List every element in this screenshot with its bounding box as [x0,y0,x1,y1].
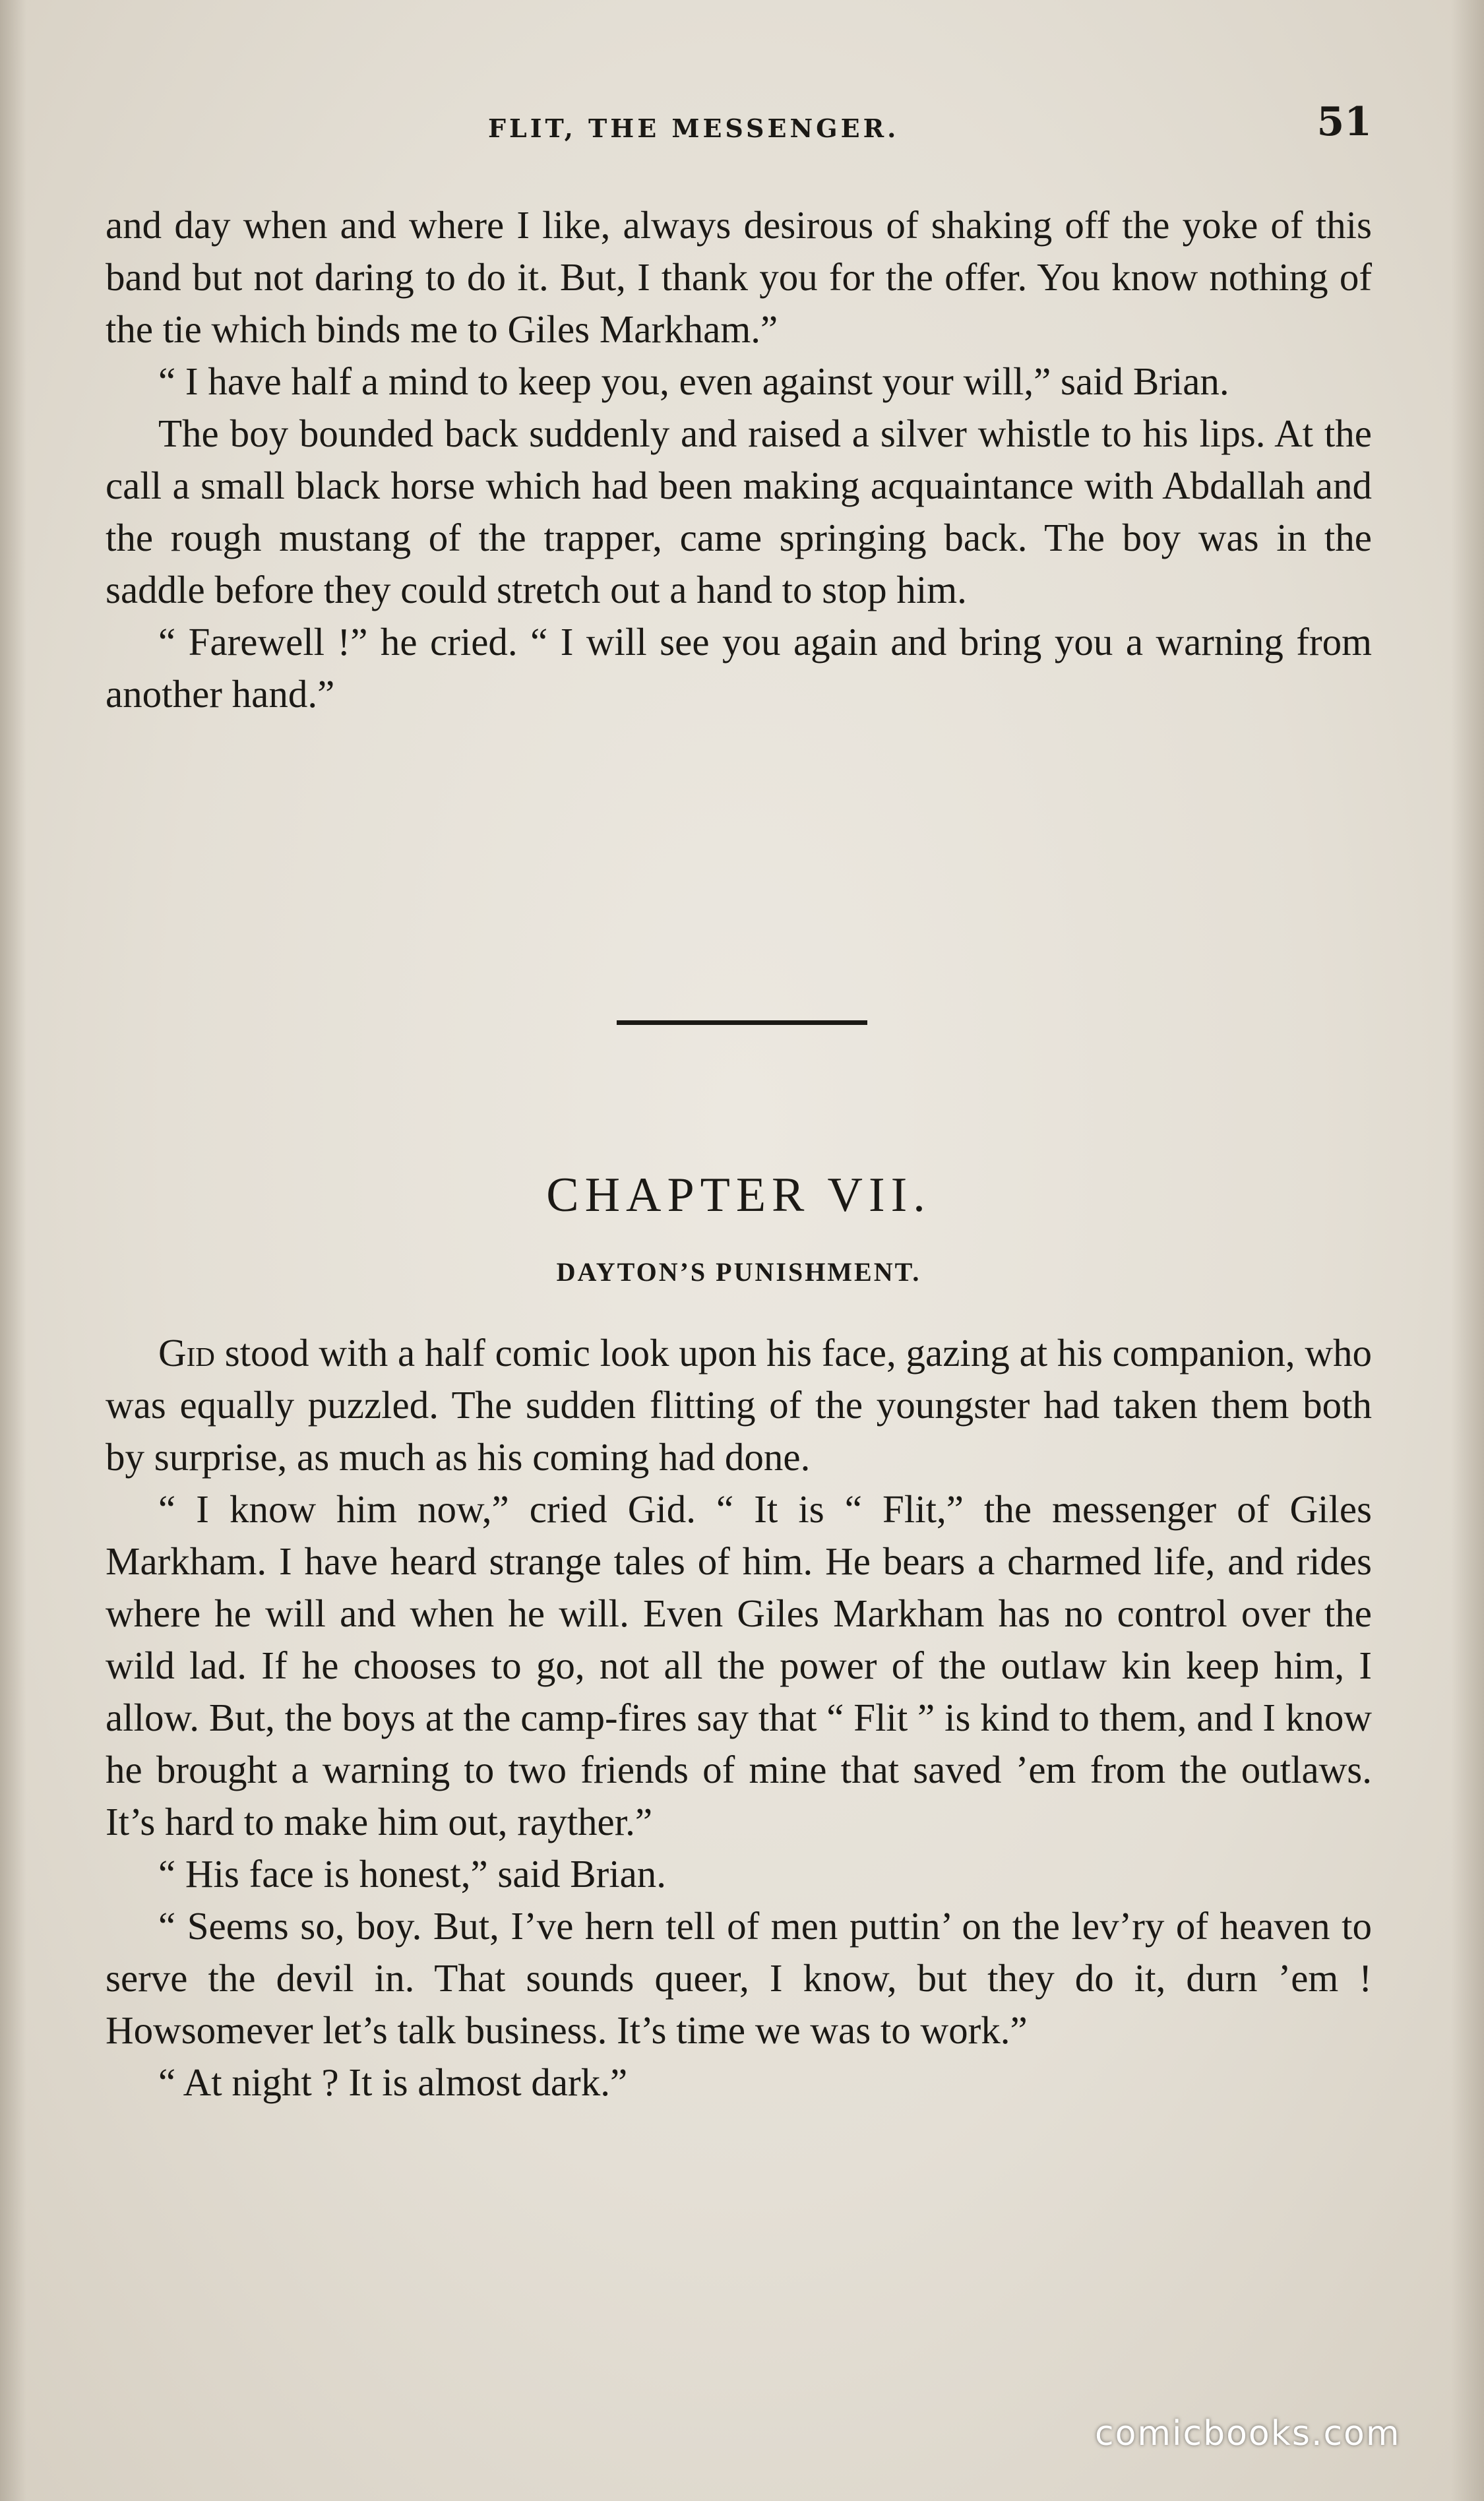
chapter-title: CHAPTER VII. [546,1168,931,1222]
opening-paragraph-text: stood with a half comic look upon his face, gazing at his companion, who was equally puzzled. The sudden flitting of the youngster had taken them both by surprise, as much as his coming had done. [106,1331,1372,1479]
paragraph: “ At night ? It is almost dark.” [158,2060,628,2104]
opening-paragraph [106,1327,1372,1483]
paragraph: “ Seems so, boy. But, I’ve hern tell of men puttin’ on the lev’ry of heaven to serve the devil in. That sounds queer, I know, but they do it, durn ’em ! Howsomever let’s talk business. It’s time we was to work.” [106,1904,1372,2052]
page-number: 51 [1316,99,1372,145]
chapter-subtitle: DAYTON’S PUNISHMENT. [556,1257,921,1287]
section-divider-rule [617,1020,867,1025]
watermark: comicbooks.com [1095,2414,1401,2454]
paragraph: The boy bounded back suddenly and raised a silver whistle to his lips. At the call a small black horse which had been making acquaintance with Abdallah and the rough mustang of the trapper, came springing back. The boy was in the saddle before they could stretch out a hand to stop him. [106,412,1372,611]
paragraph: “ His face is honest,” said Brian. [158,1852,667,1896]
page-edge-shadow-right [1451,0,1484,2501]
text-block-continued [106,199,1372,720]
running-header [106,99,1372,152]
running-title: FLIT, THE MESSENGER. [488,113,900,143]
paragraph: and day when and where I like, always desirous of shaking off the yoke of this band but not daring to do it. But, I thank you for the offer. You know nothing of the tie which binds me to Giles Markham.” [106,203,1372,351]
paragraph: “ I know him now,” cried Gid. “ It is “ Flit,” the messenger of Giles Markham. I have heard strange tales of him. He bears a charmed life, and rides where he will and when he will. Even Giles Markham has no control over the wild lad. If he chooses to go, not all the power of the outlaw kin keep him, I allow. But, the boys at the camp-fires say that “ Flit ” is kind to them, and I know he brought a warning to two friends of mine that saved ’em from the outlaws. It’s hard to make him out, rayther.” [106,1487,1372,1843]
page-edge-shadow-left [0,0,26,2501]
opening-word: Gid [158,1331,215,1374]
paragraph: “ Farewell !” he cried. “ I will see you again and bring you a warning from another hand.” [106,620,1372,716]
paragraph: “ I have half a mind to keep you, even against your will,” said Brian. [158,359,1229,403]
chapter-text [106,1327,1372,2109]
